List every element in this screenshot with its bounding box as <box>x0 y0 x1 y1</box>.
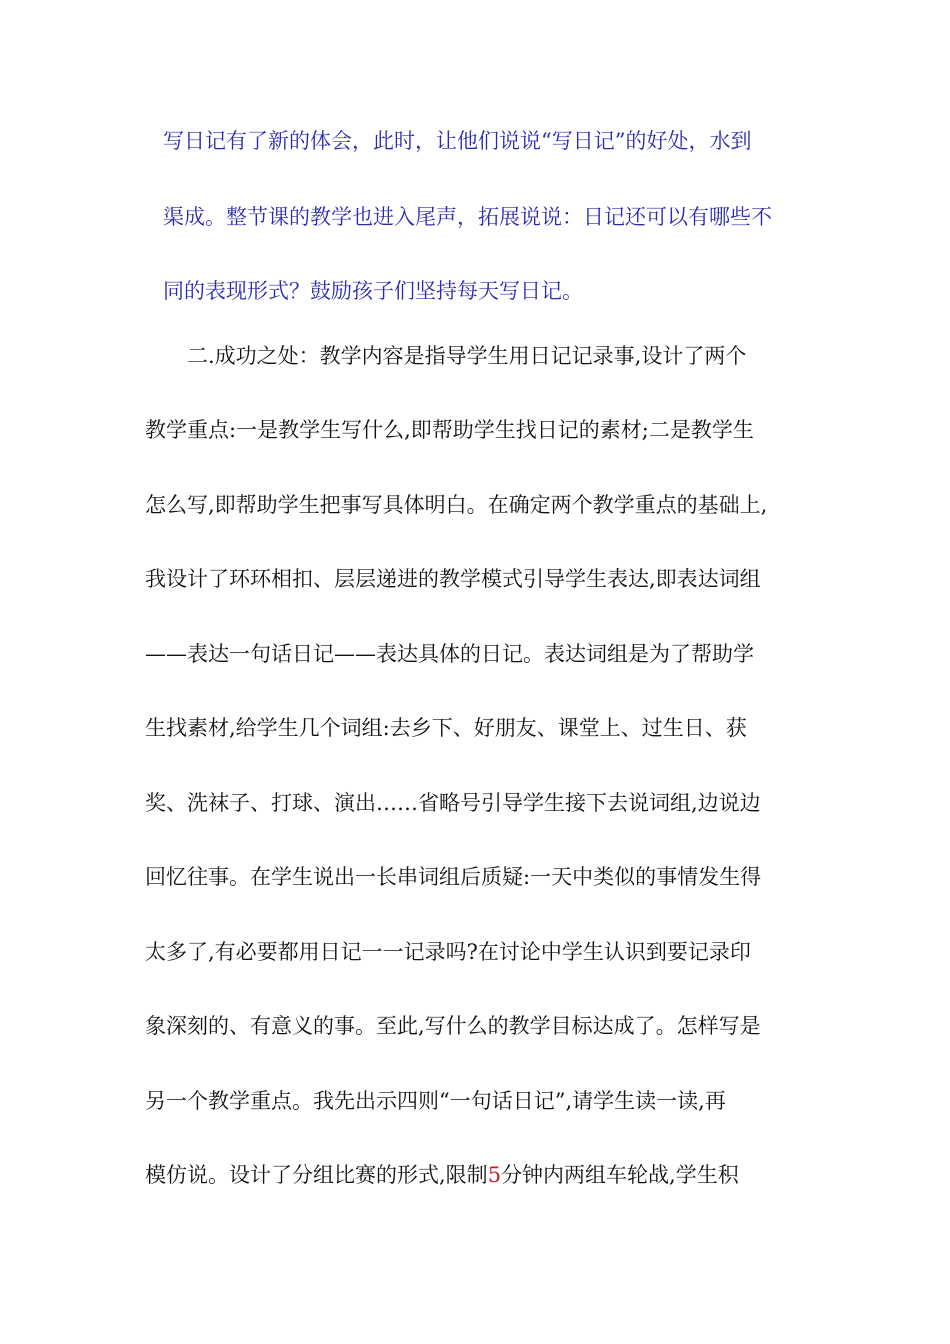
last-line-text-after: 分钟内两组车轮战,学生积 <box>501 1163 739 1187</box>
paragraph-line: 象深刻的、有意义的事。至此,写什么的教学目标达成了。怎样写是 <box>145 1014 761 1038</box>
section-two-heading-line: 二.成功之处：教学内容是指导学生用日记记录事,设计了两个 <box>187 344 747 368</box>
paragraph-line: 回忆往事。在学生说出一长串词组后质疑:一天中类似的事情发生得 <box>145 865 762 889</box>
summary-line-2: 渠成。整节课的教学也进入尾声，拓展说说：日记还可以有哪些不 <box>163 205 772 229</box>
duration-number: 5 <box>487 1163 502 1187</box>
paragraph-line: 我设计了环环相扣、层层递进的教学模式引导学生表达,即表达词组 <box>145 567 761 591</box>
paragraph-line: 怎么写,即帮助学生把事写具体明白。在确定两个教学重点的基础上, <box>145 493 768 517</box>
last-line-text-before: 模仿说。设计了分组比赛的形式,限制 <box>145 1163 488 1187</box>
paragraph-line: 另一个教学重点。我先出示四则“一句话日记”,请学生读一读,再 <box>145 1089 726 1113</box>
paragraph-line: 奖、洗袜子、打球、演出……省略号引导学生接下去说词组,边说边 <box>145 791 761 815</box>
paragraph-line: 教学重点:一是教学生写什么,即帮助学生找日记的素材;二是教学生 <box>145 418 754 442</box>
paragraph-line: ——表达一句话日记——表达具体的日记。表达词组是为了帮助学 <box>145 642 754 666</box>
summary-line-1: 写日记有了新的体会，此时，让他们说说“写日记”的好处，水到 <box>163 129 752 153</box>
summary-line-3: 同的表现形式？鼓励孩子们坚持每天写日记。 <box>163 279 583 303</box>
paragraph-line: 生找素材,给学生几个词组:去乡下、好朋友、课堂上、过生日、获 <box>145 716 747 740</box>
paragraph-line: 太多了,有必要都用日记一一记录吗?在讨论中学生认识到要记录印 <box>145 940 751 964</box>
paragraph-last-line <box>145 1160 739 1190</box>
